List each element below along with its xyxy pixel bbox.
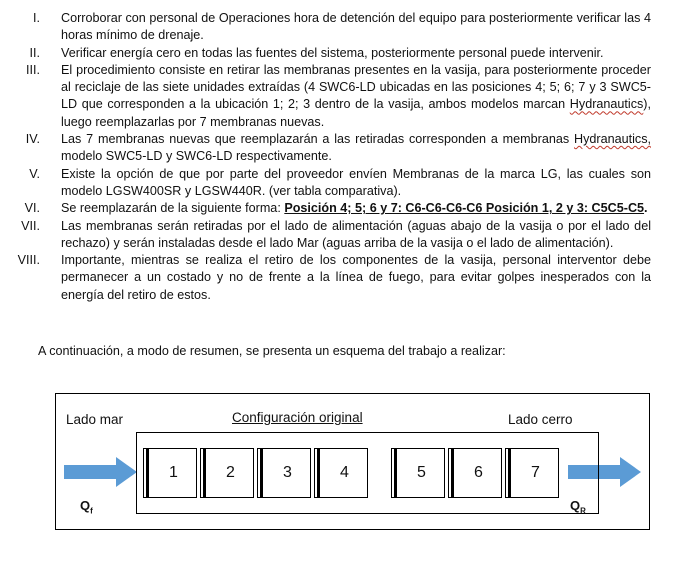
item-text-part: El procedimiento consiste en retirar las membranas presentes en la vasija, para posteriormente proceder al reciclaje de las siete unidades extraídas (4 SWC6-LD ubicadas en las posiciones 4; 5; 6; 7 y 3 SWC5-LD que corresponden a la ubicación 1; 2; 3 dentro de la vasija, ambos modelos marcan [61,62,651,112]
membrane-element [200,448,254,498]
membrane-seal [317,449,320,497]
membrane-seal [260,449,263,497]
membrane-position: 1 [169,464,178,481]
membrane-element [505,448,559,498]
diagram-title: Configuración original [232,410,363,425]
item-text-part: Las membranas serán retiradas por el lado de alimentación (aguas abajo de la vasija o por el lado del rechazo) y serán instaladas desde el lado Mar (aguas arriba de la vasija o el lado de alimentación). [61,218,651,250]
item-number: VIII. [17,253,40,268]
item-text [61,131,651,166]
membrane-position: 2 [226,464,235,481]
membrane-element [257,448,311,498]
pressure-vessel [136,432,599,514]
membrane-seal [146,449,149,497]
membrane-position: 3 [283,464,292,481]
item-text-part: . [644,201,648,216]
item-number: II. [29,45,40,60]
feed-flow-label: $Q_f$ [80,498,93,516]
membrane-position: 7 [531,464,540,481]
item-text [61,45,651,62]
item-text-part: Hydranautics, [574,132,651,147]
membrane-element [448,448,502,498]
reject-flow-label: $Q_R$ [570,498,586,516]
procedure-item [0,45,678,62]
membrane-element [314,448,368,498]
item-number: I. [33,11,40,25]
procedure-item [0,166,678,201]
item-text-part: modelo SWC5-LD y SWC6-LD respectivamente. [61,149,332,164]
item-text [61,10,651,45]
procedure-item [0,200,678,217]
hill-side-label: Lado cerro [508,412,573,427]
membrane-element [391,448,445,498]
item-number: VI. [24,201,40,216]
item-text-part: Se reemplazarán de la siguiente forma: [61,201,285,216]
summary-intro: A continuación, a modo de resumen, se presenta un esquema del trabajo a realizar: [38,344,506,358]
item-text [61,166,651,201]
membrane-seal [394,449,397,497]
membrane-seal [203,449,206,497]
item-text-part: Importante, mientras se realiza el retiro de los componentes de la vasija, personal interventor debe permanecer a un costado y no de frente a la línea de fuego, para evitar golpes inesperados con la energía del retiro de estos. [61,253,651,302]
procedure-list [0,10,678,304]
procedure-item [0,218,678,253]
procedure-item [0,252,678,304]
item-text [61,218,651,253]
item-text [61,200,651,217]
item-number: VII. [21,218,40,233]
item-text-part: Posición 4; 5; 6 y 7: C6-C6-C6-C6 Posición 1, 2 y 3: C5C5-C5 [284,201,645,216]
item-number: V. [29,166,40,181]
item-text-part: Verificar energía cero en todas las fuentes del sistema, posteriormente personal puede intervenir. [61,45,604,60]
item-text-part: Las 7 membranas nuevas que reemplazarán a las retiradas corresponden a membranas [61,132,574,147]
item-text-part: Existe la opción de que por parte del proveedor envíen Membranas de la marca LG, las cuales son modelo LGSW400SR y LGSW440R. (ver tabla comparativa). [61,166,651,198]
item-text [61,252,651,304]
membrane-element [143,448,197,498]
item-number: IV. [25,132,40,147]
configuration-diagram [55,393,650,530]
item-text-part: Hydranautics [569,97,644,112]
membrane-position: 6 [474,464,483,481]
item-text-part: Corroborar con personal de Operaciones hora de detención del equipo para posteriormente verificar las 4 horas mínimo de drenaje. [61,11,651,43]
procedure-item [0,10,678,45]
membrane-position: 4 [340,464,349,481]
item-number: III. [26,62,40,77]
inflow-arrow-icon [64,457,138,487]
procedure-item [0,131,678,166]
item-text [61,62,651,131]
membrane-seal [451,449,454,497]
item-text-part: ), luego reemplazarlas por 7 membranas nuevas. [61,97,651,129]
sea-side-label: Lado mar [66,412,124,427]
membrane-position: 5 [417,464,426,481]
membrane-seal [508,449,511,497]
procedure-item [0,62,678,131]
